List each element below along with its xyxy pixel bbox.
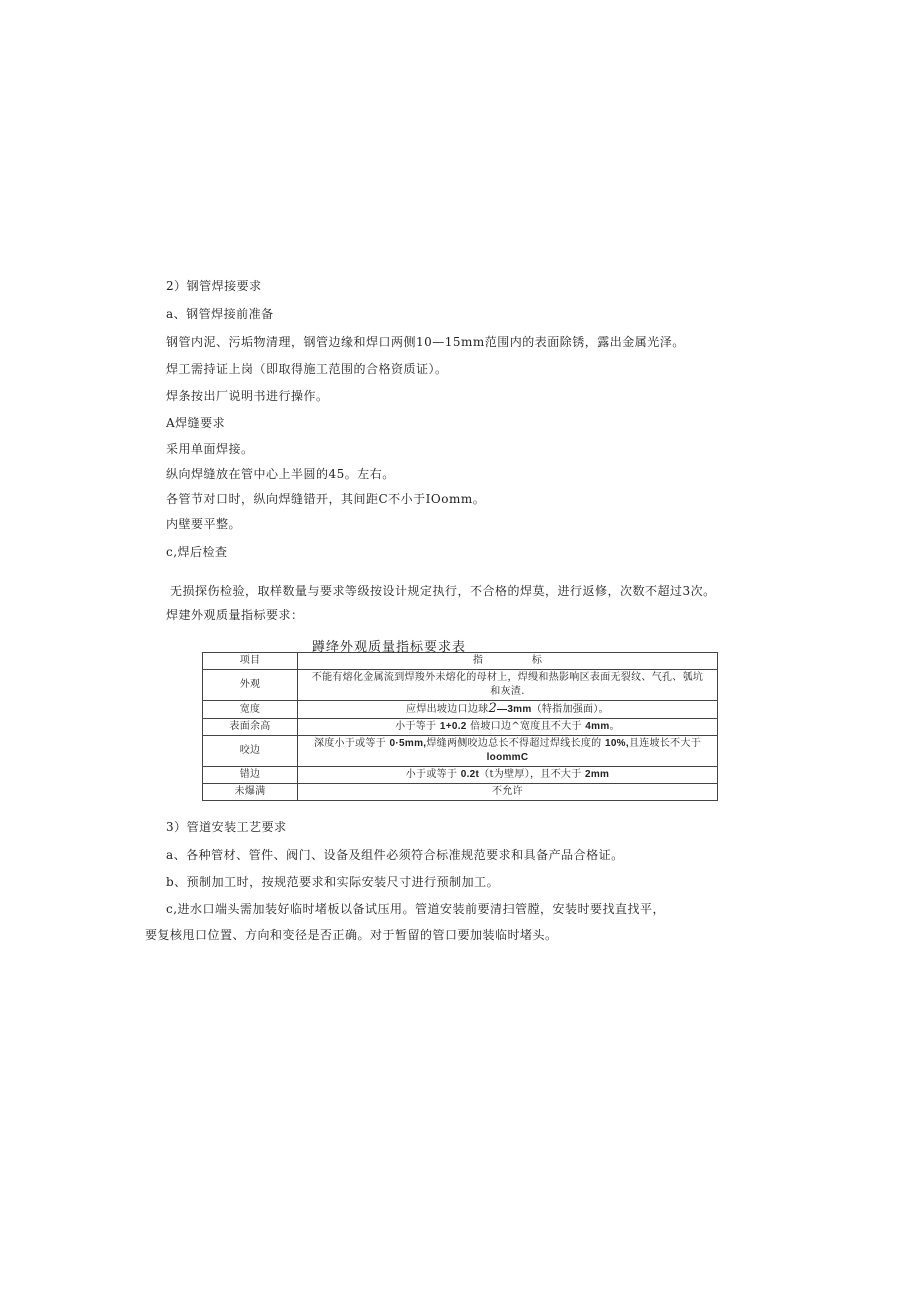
section-c-paragraph-2: 焊建外观质量指标要求： (166, 608, 304, 622)
section-a-title: a、钢管焊接前准备 (166, 307, 274, 321)
spec-text: 深度小于或等于 (313, 738, 387, 749)
row-spec (298, 701, 718, 719)
row-spec-line2: 和灰渣. (490, 686, 525, 697)
table-row (203, 767, 718, 784)
section-c-title: c,焊后检查 (166, 545, 228, 559)
row-spec (298, 736, 718, 767)
row-item: 未爆满 (203, 784, 298, 801)
spec-text: 应焊出坡边口边球 (406, 704, 489, 715)
table-row (203, 670, 718, 701)
row-item: 表面余高 (203, 719, 298, 736)
spec-text: 倍坡口边^宽度且不大于 (470, 721, 582, 732)
spec-value: 10%, (604, 738, 629, 749)
row-spec: 不允许 (298, 784, 718, 801)
spec-value: 2 (488, 701, 498, 716)
section-2-title: 2）钢管焊接要求 (166, 279, 262, 293)
row-item: 外观 (203, 670, 298, 701)
spec-text: 焊缝两侧咬边总长不得超过焊线长度的 (426, 738, 602, 749)
section-3-title: 3）管道安装工艺要求 (166, 820, 287, 834)
header-spec: 指 标 (298, 653, 718, 670)
table-caption: 蹲绛外观质量指标要求表 (312, 640, 467, 655)
section-3-paragraph-4: 要复核甩口位置、方向和变径是否正确。对于暂留的管口要加装临时堵头。 (145, 928, 558, 942)
spec-value: 0·5mm, (389, 738, 427, 749)
row-spec-line2: loommC (486, 752, 529, 763)
spec-text: 且连坡长不大于 (628, 738, 702, 749)
section-3-paragraph-1: a、各种管材、管件、阀门、设备及组件必须符合标准规范要求和具备产品合格证。 (166, 848, 624, 862)
section-a-paragraph-2: 焊工需持证上岗（即取得施工范围的合格资质证）。 (166, 362, 448, 376)
section-b-paragraph-4: 内壁要平整。 (166, 517, 242, 531)
weld-quality-table (202, 652, 718, 801)
table-row (203, 784, 718, 801)
row-item: 错边 (203, 767, 298, 784)
table-row (203, 719, 718, 736)
row-item: 咬边 (203, 736, 298, 767)
spec-text: 。 (609, 721, 620, 732)
row-spec-line1: 不能有熔化金属流到焊羧外未熔化的母材上，焊缦和热影响区表面无裂纹、气孔、瓠坑 (311, 672, 704, 683)
spec-value: 2mm (584, 769, 610, 780)
row-spec (298, 670, 718, 701)
spec-text: 小于或等于 (405, 769, 458, 780)
row-spec (298, 719, 718, 736)
spec-text: （特指加强面）。 (531, 704, 609, 715)
spec-text: 小于等于 (395, 721, 437, 732)
section-b-title: A焊缝要求 (166, 416, 226, 430)
section-a-paragraph-3: 焊条按出厂说明书进行操作。 (166, 389, 329, 403)
table-row (203, 736, 718, 767)
section-c-paragraph-1: 无损探伤检验，取样数量与要求等级按设计规定执行，不合格的焊莫，进行返修，次数不超过3次。 (170, 584, 716, 598)
row-item: 宽度 (203, 701, 298, 719)
section-b-paragraph-1: 采用单面焊接。 (166, 442, 254, 456)
spec-value: 1+0.2 (439, 721, 467, 732)
spec-text: （t为壁厚），且不大于 (479, 769, 582, 780)
spec-value: 4mm (585, 721, 610, 732)
section-a-paragraph-1: 钢管内泥、污垢物清理，钢管边缘和焊口两侧10—15mm范围内的表面除锈，露出金属光泽。 (166, 335, 685, 349)
section-b-paragraph-2: 纵向焊缝放在管中心上半圆的45。左右。 (166, 467, 395, 481)
spec-value: 0.2t (460, 769, 480, 780)
table-row (203, 701, 718, 719)
row-spec-line1 (302, 737, 713, 751)
header-item: 项目 (203, 653, 298, 670)
section-3-paragraph-2: b、预制加工时，按规范要求和实际安装尺寸进行预制加工。 (166, 875, 500, 889)
table-header-row (203, 653, 718, 670)
spec-value: —3mm (497, 704, 532, 715)
section-b-paragraph-3: 各管节对口时，纵向焊缝错开，其间距C不小于IOomm。 (166, 492, 486, 506)
row-spec (298, 767, 718, 784)
section-3-paragraph-3: c,进水口端头需加装好临时堵板以备试压用。管道安装前要清扫管膛，安装时要找直找平， (166, 902, 666, 916)
